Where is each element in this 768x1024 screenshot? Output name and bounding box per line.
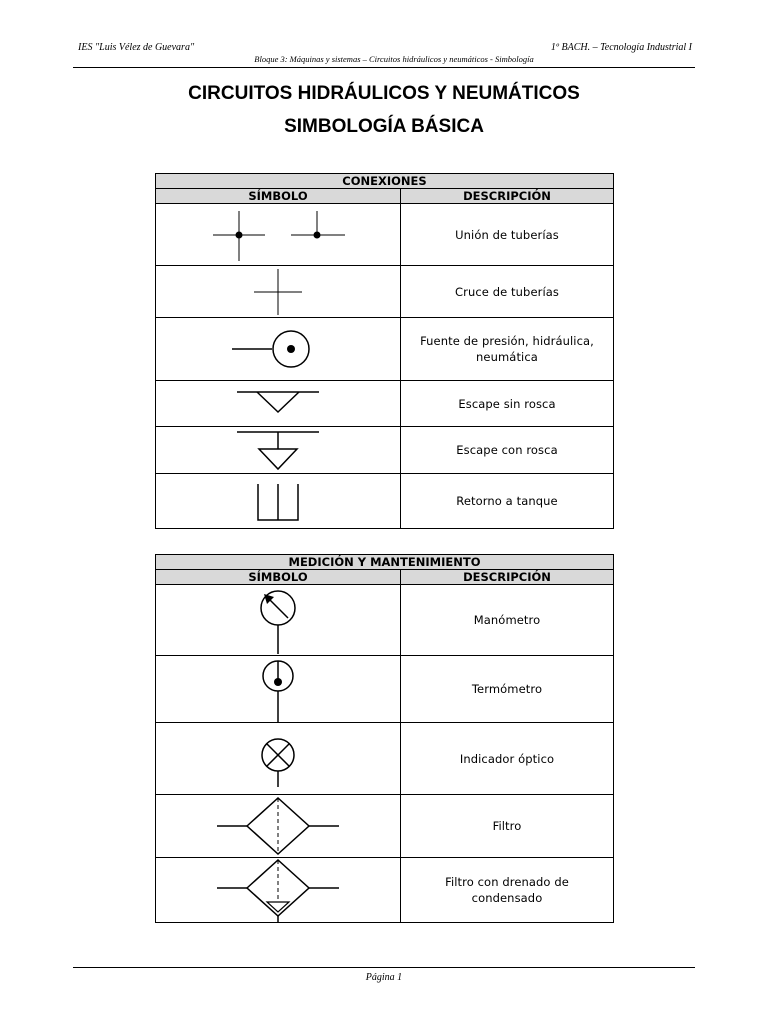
table-row [156, 427, 614, 474]
description-cell: Manómetro [401, 585, 614, 656]
header-school: IES "Luis Vélez de Guevara" [78, 42, 195, 53]
header-subtitle: Bloque 3: Máquinas y sistemas – Circuitos hidráulicos y neumáticos - Simbología [254, 54, 534, 64]
measurement-table [155, 554, 614, 923]
description-cell: Cruce de tuberías [401, 266, 614, 318]
symbol-cell [156, 318, 401, 381]
connections-symbol-header: SÍMBOLO [156, 189, 401, 204]
description-cell: Retorno a tanque [401, 474, 614, 529]
symbol-cell [156, 858, 401, 923]
description-cell: Filtro [401, 795, 614, 858]
exhaust-unthreaded-icon [233, 384, 323, 424]
description-cell: Termómetro [401, 656, 614, 723]
connections-table [155, 173, 614, 529]
description-cell: Escape sin rosca [401, 381, 614, 427]
filter-icon [213, 796, 343, 856]
connections-description-header: DESCRIPCIÓN [401, 189, 614, 204]
symbol-cell [156, 204, 401, 266]
symbol-cell [156, 656, 401, 723]
measurement-description-header: DESCRIPCIÓN [401, 570, 614, 585]
symbol-cell [156, 723, 401, 795]
page-number: Página 1 [365, 972, 403, 983]
table-row [156, 858, 614, 923]
measurement-section-title: MEDICIÓN Y MANTENIMIENTO [156, 555, 614, 570]
table-row [156, 585, 614, 656]
description-cell: Fuente de presión, hidráulica, neumática [401, 318, 614, 381]
symbol-cell [156, 585, 401, 656]
symbol-cell [156, 266, 401, 318]
page-title: CIRCUITOS HIDRÁULICOS Y NEUMÁTICOS [188, 83, 580, 104]
connections-section-title: CONEXIONES [156, 174, 614, 189]
optical-indicator-icon [253, 731, 303, 787]
description-cell: Escape con rosca [401, 427, 614, 474]
description-cell: Indicador óptico [401, 723, 614, 795]
description-cell: Unión de tuberías [401, 204, 614, 266]
thermometer-icon [253, 656, 303, 722]
measurement-symbol-header: SÍMBOLO [156, 570, 401, 585]
table-row [156, 474, 614, 529]
table-row [156, 266, 614, 318]
exhaust-threaded-icon [233, 427, 323, 473]
table-row [156, 656, 614, 723]
tank-return-icon [248, 476, 308, 526]
table-row [156, 381, 614, 427]
symbol-cell [156, 381, 401, 427]
footer-rule [73, 967, 695, 968]
symbol-cell [156, 795, 401, 858]
header-course: 1º BACH. – Tecnología Industrial I [550, 42, 692, 53]
symbol-cell [156, 427, 401, 474]
table-row [156, 795, 614, 858]
description-cell: Filtro con drenado de condensado [401, 858, 614, 923]
symbol-cell [156, 474, 401, 529]
pipe-crossing-icon [248, 267, 308, 317]
table-row [156, 204, 614, 266]
table-row [156, 723, 614, 795]
page-subtitle: SIMBOLOGÍA BÁSICA [284, 116, 484, 137]
manometer-icon [253, 586, 303, 654]
table-row [156, 318, 614, 381]
pipe-junction-icon [203, 207, 353, 263]
header-rule [73, 67, 695, 68]
filter-drain-icon [213, 858, 343, 922]
pressure-source-icon [228, 324, 328, 374]
